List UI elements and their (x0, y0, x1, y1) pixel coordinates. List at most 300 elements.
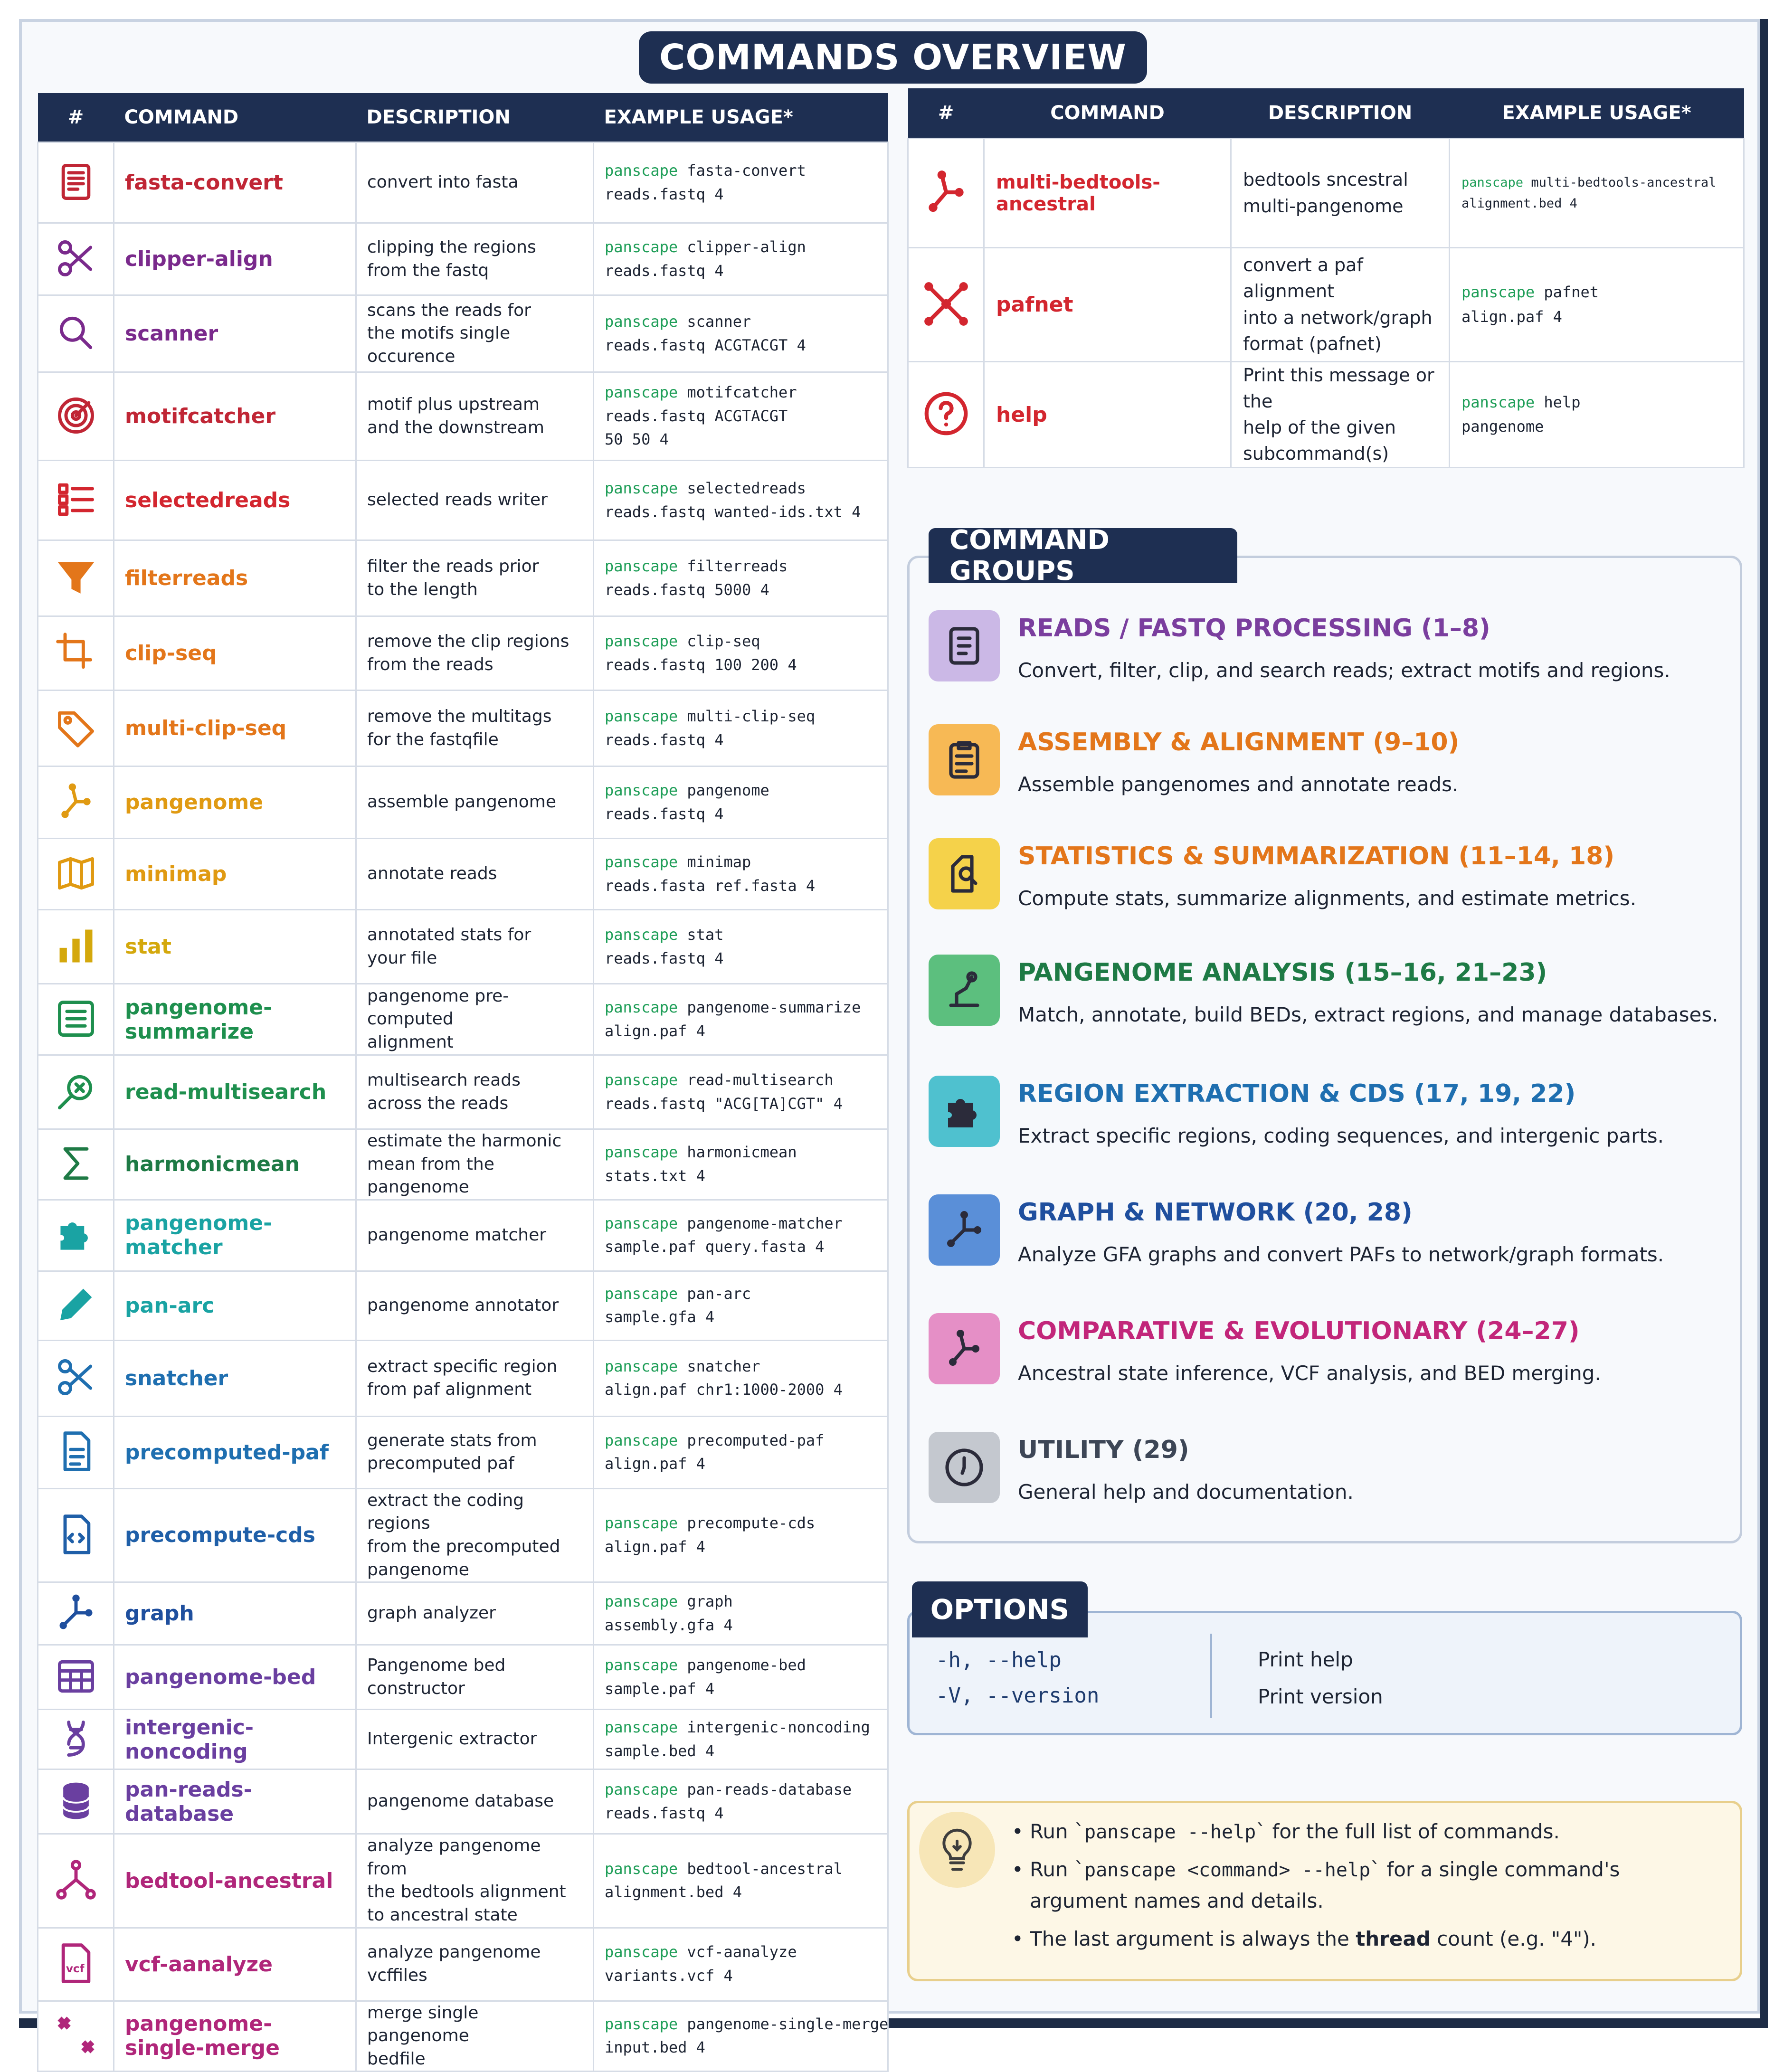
clock-icon (929, 1432, 1000, 1503)
program-name: panscape (605, 383, 678, 402)
command-description-line: from the precomputed (367, 1536, 560, 1556)
table-row (908, 248, 1744, 362)
table-row (38, 1416, 888, 1488)
program-name: panscape (605, 1656, 678, 1675)
table-row (38, 1834, 888, 1928)
command-icon-cell (38, 1928, 114, 2001)
command-group (929, 610, 1727, 705)
example-line (605, 477, 877, 501)
example-subcommand: selectedreads (687, 479, 806, 497)
command-example (594, 839, 888, 910)
header-command: COMMAND (984, 88, 1231, 139)
command-group (929, 724, 1727, 819)
command-description-line: alignment (367, 1032, 454, 1052)
command-name: precompute-cds (114, 1488, 356, 1582)
command-description-line: motif plus upstream (367, 394, 540, 414)
example-line (605, 1355, 877, 1379)
funnel-icon (54, 592, 98, 601)
group-title: STATISTICS & SUMMARIZATION (11–14, 18) (1018, 842, 1615, 870)
command-description-line: annotated stats for (367, 925, 531, 945)
example-subcommand: intergenic-noncoding (687, 1718, 870, 1737)
question-icon (920, 433, 972, 442)
table-row (38, 984, 888, 1055)
example-line: align.paf 4 (1461, 307, 1562, 326)
command-example (594, 1928, 888, 2001)
program-name: panscape (605, 1284, 678, 1303)
example-line (1461, 172, 1732, 193)
example-line (605, 1940, 877, 1964)
bar-chart-icon (54, 961, 98, 970)
example-line (605, 555, 877, 578)
command-name: bedtool-ancestral (114, 1834, 356, 1928)
tip-3-bold: thread (1356, 1927, 1431, 1950)
command-name: help (984, 362, 1231, 468)
command-example (594, 142, 888, 223)
tip-3: • The last argument is always the thread count (e.g. "4"). (1012, 1927, 1597, 1950)
example-subcommand: snatcher (687, 1357, 760, 1375)
table-row (38, 1129, 888, 1200)
command-description (356, 1645, 594, 1710)
tip-2: • Run `panscape <command> --help` for a single command's (1012, 1858, 1620, 1881)
command-group (929, 955, 1727, 1050)
example-subcommand: motifcatcher (687, 383, 797, 402)
command-description (1231, 139, 1450, 248)
command-description-line: the bedtools alignment (367, 1882, 566, 1902)
table-row (38, 839, 888, 910)
command-example (594, 1200, 888, 1271)
example-line (605, 1512, 877, 1535)
command-description-line: analyze pangenome (367, 1942, 541, 1962)
graph-icon (54, 1627, 98, 1637)
program-name: panscape (605, 237, 678, 256)
command-icon-cell (38, 1340, 114, 1416)
program-name: panscape (605, 161, 678, 180)
command-icon-cell (38, 2001, 114, 2072)
right-border (1760, 19, 1768, 2028)
command-description-line: merge single pangenome (367, 2003, 479, 2046)
command-description (356, 1055, 594, 1129)
command-icon-cell (38, 616, 114, 691)
command-description-line: convert into fasta (367, 172, 519, 192)
command-name: clipper-align (114, 223, 356, 295)
command-description-line: annotate reads (367, 864, 497, 884)
document-icon (929, 610, 1000, 681)
example-subcommand: pangenome-bed (687, 1656, 806, 1675)
example-line (605, 923, 877, 947)
command-description (356, 372, 594, 461)
group-title: GRAPH & NETWORK (20, 28) (1018, 1198, 1413, 1227)
program-name: panscape (605, 632, 678, 650)
command-group (929, 1313, 1727, 1408)
analysis-icon (929, 838, 1000, 909)
example-subcommand: clipper-align (687, 237, 806, 256)
command-icon-cell (38, 295, 114, 372)
command-example (594, 766, 888, 839)
table-row (38, 142, 888, 223)
command-name: graph (114, 1582, 356, 1645)
program-name: panscape (605, 1592, 678, 1611)
search-x-icon (54, 1106, 98, 1115)
command-description-line: format (pafnet) (1243, 333, 1382, 354)
page-title: COMMANDS OVERVIEW (639, 31, 1147, 84)
command-description (356, 1582, 594, 1645)
command-groups-title: COMMAND GROUPS (929, 528, 1237, 583)
table-row (38, 295, 888, 372)
group-description: Assemble pangenomes and annotate reads. (1018, 773, 1459, 796)
command-example (594, 1834, 888, 1928)
table-row (38, 1582, 888, 1645)
command-example (594, 295, 888, 372)
command-description (356, 984, 594, 1055)
table-header-row (38, 93, 888, 142)
command-description-line: Intergenic extractor (367, 1729, 537, 1749)
command-description-line: from the fastq (367, 260, 489, 280)
command-name: snatcher (114, 1340, 356, 1416)
options-divider (1210, 1634, 1212, 1718)
header-description: DESCRIPTION (1231, 88, 1450, 139)
example-line: align.paf 4 (605, 1537, 705, 1556)
example-subcommand: harmonicmean (687, 1143, 797, 1162)
example-line (605, 1429, 877, 1453)
program-name: panscape (605, 1943, 678, 1961)
command-description-line: assemble pangenome (367, 792, 557, 812)
command-icon-cell (38, 540, 114, 616)
table-row (38, 1769, 888, 1834)
command-name: pangenome-bed (114, 1645, 356, 1710)
tip-2-post: ` for a single command's (1370, 1858, 1620, 1881)
example-subcommand: help (1544, 393, 1581, 411)
magnifier-icon (54, 348, 98, 357)
option-text-version: Print version (1258, 1685, 1383, 1708)
command-icon-cell (38, 691, 114, 766)
command-description-line: pangenome matcher (367, 1225, 547, 1245)
group-title: PANGENOME ANALYSIS (15–16, 21–23) (1018, 958, 1547, 987)
command-example (594, 1416, 888, 1488)
command-example (1450, 248, 1744, 362)
pin-icon (929, 955, 1000, 1026)
example-line: reads.fasta ref.fasta 4 (605, 876, 816, 895)
command-name: fasta-convert (114, 142, 356, 223)
command-icon-cell (38, 142, 114, 223)
table-row (38, 461, 888, 540)
example-subcommand: pafnet (1544, 283, 1599, 302)
command-description-line: remove the multitags (367, 706, 552, 726)
command-example (1450, 139, 1744, 248)
tip-3-post: count (e.g. "4"). (1430, 1927, 1597, 1950)
program-name: panscape (1461, 393, 1535, 411)
command-name: pangenome (114, 766, 356, 839)
table-row (38, 1055, 888, 1129)
program-name: panscape (605, 1143, 678, 1162)
command-example (594, 372, 888, 461)
command-name: multi-clip-seq (114, 691, 356, 766)
program-name: panscape (605, 557, 678, 575)
command-description-line: graph analyzer (367, 1603, 496, 1623)
command-example (594, 1129, 888, 1200)
code-file-icon (54, 1549, 98, 1558)
command-description-line: and the downstream (367, 417, 544, 437)
clipboard-icon (929, 724, 1000, 795)
example-subcommand: precomputed-paf (687, 1431, 825, 1449)
map-icon (54, 888, 98, 897)
command-example (594, 461, 888, 540)
example-line (1461, 280, 1732, 304)
example-line: sample.paf 4 (605, 1679, 715, 1698)
branch-icon (920, 211, 972, 220)
tag-icon (54, 742, 98, 751)
command-description-line: filter the reads prior (367, 556, 539, 576)
command-icon-cell (38, 839, 114, 910)
command-name: clip-seq (114, 616, 356, 691)
command-example (594, 984, 888, 1055)
command-icon-cell (38, 372, 114, 461)
merge-icon (54, 2050, 98, 2059)
file-icon (54, 1466, 98, 1475)
command-description-line: clipping the regions (367, 237, 536, 257)
command-name: vcf-aanalyze (114, 1928, 356, 2001)
table-row (908, 139, 1744, 248)
command-description-line: generate stats from (367, 1430, 537, 1450)
command-description (356, 540, 594, 616)
pencil-icon (54, 1319, 98, 1328)
tip-1-code: panscape --help (1084, 1821, 1256, 1843)
command-group (929, 1432, 1727, 1527)
example-subcommand: fasta-convert (687, 161, 806, 180)
command-example (594, 2001, 888, 2072)
table-row (38, 372, 888, 461)
group-description: Extract specific regions, coding sequences, and intergenic parts. (1018, 1124, 1664, 1147)
program-name: panscape (605, 1780, 678, 1799)
command-description-line: remove the clip regions (367, 631, 569, 651)
example-line (605, 630, 877, 653)
command-icon-cell (908, 139, 984, 248)
example-line (605, 779, 877, 803)
command-name: stat (114, 910, 356, 984)
database-icon (54, 1816, 98, 1825)
command-example (594, 1710, 888, 1769)
command-example (594, 910, 888, 984)
command-name: scanner (114, 295, 356, 372)
group-description: General help and documentation. (1018, 1480, 1354, 1504)
command-example (594, 1271, 888, 1340)
command-description-line: occurence (367, 346, 455, 366)
example-line: reads.fastq 5000 4 (605, 580, 769, 599)
command-description (356, 1129, 594, 1200)
example-subcommand: multi-clip-seq (687, 707, 816, 725)
command-description-line: bedtools sncestral (1243, 169, 1408, 190)
group-description: Convert, filter, clip, and search reads; extract motifs and regions. (1018, 659, 1670, 682)
command-description (356, 142, 594, 223)
command-description-line: for the fastqfile (367, 729, 499, 749)
command-description (356, 1928, 594, 2001)
example-line (605, 2013, 889, 2036)
example-subcommand: graph (687, 1592, 733, 1611)
puzzle-icon (929, 1076, 1000, 1147)
command-description (356, 1710, 594, 1769)
example-subcommand: minimap (687, 852, 751, 871)
example-line (605, 1282, 877, 1306)
command-icon-cell (908, 248, 984, 362)
command-icon-cell (38, 461, 114, 540)
command-name: selectedreads (114, 461, 356, 540)
graph-icon (929, 1194, 1000, 1266)
command-name: read-multisearch (114, 1055, 356, 1129)
group-description: Ancestral state inference, VCF analysis, and BED merging. (1018, 1362, 1601, 1385)
group-description: Analyze GFA graphs and convert PAFs to network/graph formats. (1018, 1243, 1664, 1266)
example-line: sample.paf query.fasta 4 (605, 1238, 825, 1256)
command-name: pan-reads-database (114, 1769, 356, 1834)
example-subcommand: pangenome-matcher (687, 1214, 843, 1232)
table-header-row (908, 88, 1744, 139)
tip-1-pre: Run ` (1030, 1820, 1085, 1843)
example-line: reads.fastq 4 (605, 185, 724, 203)
command-example (594, 223, 888, 295)
example-line: variants.vcf 4 (605, 1967, 733, 1985)
example-line (605, 1857, 877, 1881)
command-description-line: pangenome database (367, 1791, 554, 1811)
program-name: panscape (605, 1070, 678, 1089)
table-row (38, 910, 888, 984)
command-description-line: the motifs single (367, 323, 511, 343)
command-name: motifcatcher (114, 372, 356, 461)
command-description-line: scans the reads for (367, 300, 531, 320)
command-description (356, 1340, 594, 1416)
example-line: align.paf 4 (605, 1022, 705, 1040)
commands-table (37, 93, 889, 2072)
command-icon-cell (38, 1582, 114, 1645)
vcf-file-icon (54, 1963, 98, 1987)
tip-2-cont: argument names and details. (1030, 1889, 1324, 1912)
example-line: alignment.bed 4 (605, 1883, 742, 1902)
example-line: assembly.gfa 4 (605, 1616, 733, 1634)
example-line (605, 1141, 877, 1164)
command-description-line: into a network/graph (1243, 307, 1433, 328)
example-line: reads.fastq 4 (605, 1804, 724, 1822)
list-icon (54, 1033, 98, 1042)
group-description: Compute stats, summarize alignments, and estimate metrics. (1018, 887, 1637, 910)
example-subcommand: pan-reads-database (687, 1780, 852, 1799)
command-description-line: across the reads (367, 1093, 509, 1113)
table-row (38, 540, 888, 616)
command-description (356, 295, 594, 372)
command-description-line: from paf alignment (367, 1380, 532, 1400)
example-subcommand: bedtool-ancestral (687, 1859, 843, 1878)
command-description-line: convert a paf alignment (1243, 255, 1363, 302)
group-title: READS / FASTQ PROCESSING (1–8) (1018, 614, 1490, 643)
tip-3-pre: The last argument is always the (1030, 1927, 1356, 1950)
command-description-line: to ancestral state (367, 1905, 518, 1925)
command-description-line: constructor (367, 1678, 465, 1698)
command-description (356, 910, 594, 984)
command-icon-cell (38, 223, 114, 295)
table-row (38, 223, 888, 295)
command-icon-cell (38, 1645, 114, 1710)
example-subcommand: stat (687, 925, 724, 944)
example-line (605, 851, 877, 874)
header-description: DESCRIPTION (356, 93, 594, 142)
branch-icon (929, 1313, 1000, 1384)
example-line (605, 996, 877, 1020)
sigma-icon (54, 1178, 98, 1187)
tree-icon (54, 1894, 98, 1903)
command-example (594, 1645, 888, 1710)
table-row (38, 1645, 888, 1710)
example-line: align.paf chr1:1000-2000 4 (605, 1381, 843, 1399)
command-example (594, 1769, 888, 1834)
command-description-line: extract specific region (367, 1356, 558, 1376)
option-flag-help: -h, --help (936, 1648, 1062, 1672)
tip-1: • Run `panscape --help` for the full list of commands. (1012, 1820, 1560, 1843)
command-icon-cell (908, 362, 984, 468)
example-line (605, 1778, 877, 1802)
command-description-line: analyze pangenome from (367, 1836, 541, 1879)
command-icon-cell (38, 1834, 114, 1928)
header-num: # (908, 88, 984, 139)
example-line (605, 236, 877, 259)
commands-table-right (907, 88, 1745, 468)
example-subcommand: precompute-cds (687, 1514, 816, 1533)
example-line (605, 159, 877, 183)
example-subcommand: pangenome-summarize (687, 998, 861, 1016)
scissors-icon (54, 1392, 98, 1401)
command-description-line: multisearch reads (367, 1070, 521, 1090)
example-line (605, 1716, 877, 1740)
options-title: OPTIONS (912, 1581, 1088, 1637)
command-group (929, 1076, 1727, 1171)
program-name: panscape (605, 1718, 678, 1737)
command-description-line: subcommand(s) (1243, 443, 1389, 464)
example-line: reads.fastq 4 (605, 261, 724, 280)
example-line: reads.fastq wanted-ids.txt 4 (605, 502, 861, 521)
command-icon-cell (38, 766, 114, 839)
example-line: align.paf 4 (605, 1455, 705, 1473)
command-description-line: your file (367, 948, 437, 968)
example-line (605, 705, 877, 729)
program-name: panscape (605, 781, 678, 799)
program-name: panscape (605, 707, 678, 725)
command-description (356, 616, 594, 691)
group-title: COMPARATIVE & EVOLUTIONARY (24–27) (1018, 1317, 1580, 1345)
tip-2-code: panscape <command> --help (1084, 1859, 1371, 1881)
program-name: panscape (605, 1431, 678, 1449)
group-title: UTILITY (29) (1018, 1436, 1189, 1464)
example-subcommand: scanner (687, 312, 751, 331)
branch-icon (54, 816, 98, 825)
example-line: stats.txt 4 (605, 1166, 705, 1185)
program-name: panscape (1461, 283, 1535, 302)
command-example (594, 616, 888, 691)
command-description (356, 1769, 594, 1834)
document-list-icon (54, 197, 98, 206)
command-description (356, 766, 594, 839)
crop-icon (54, 667, 98, 676)
command-example (1450, 362, 1744, 468)
dna-icon (54, 1753, 98, 1762)
command-example (594, 1055, 888, 1129)
command-icon-cell (38, 984, 114, 1055)
command-description-line: pangenome (367, 1560, 469, 1580)
command-example (594, 1488, 888, 1582)
command-description-line: from the reads (367, 654, 493, 674)
example-subcommand: read-multisearch (687, 1070, 834, 1089)
command-description-line: extract the coding regions (367, 1490, 524, 1533)
program-name: panscape (605, 2015, 678, 2033)
table-icon (54, 1691, 98, 1700)
example-line: reads.fastq ACGTACGT (605, 407, 788, 425)
table-row (38, 1488, 888, 1582)
group-title: REGION EXTRACTION & CDS (17, 19, 22) (1018, 1079, 1576, 1108)
command-description (356, 2001, 594, 2072)
